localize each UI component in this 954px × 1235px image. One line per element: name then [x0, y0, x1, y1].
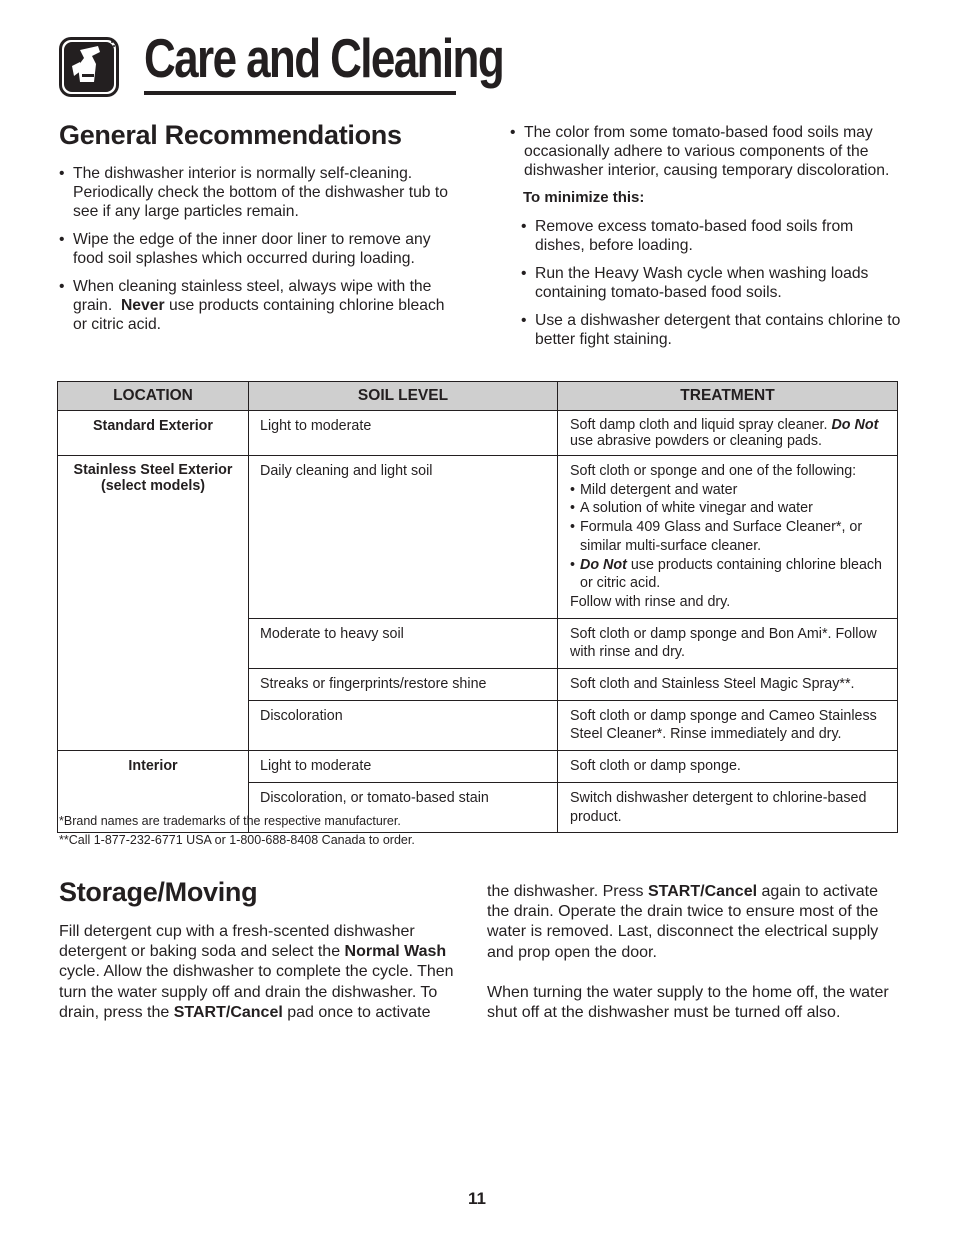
treatment-cell: Soft cloth or damp sponge and Cameo Stainless Steel Cleaner*. Rinse immediately and dry.: [558, 700, 898, 750]
page-number: 11: [468, 1189, 486, 1208]
title-underline: [144, 91, 456, 95]
treatment-header: TREATMENT: [558, 382, 898, 411]
treatment-cell: Soft cloth or damp sponge and Bon Ami*. Follow with rinse and dry.: [558, 618, 898, 668]
storage-paragraph: Fill detergent cup with a fresh-scented dishwasher detergent or baking soda and select the Normal Wash cycle. Allow the dishwasher to complete the cycle. Then turn the water supply off and drain the dishwasher. To drain, press the START/Cancel pad once to activate: [59, 923, 454, 1021]
list-item: • Remove excess tomato-based food soils from dishes, before loading.: [521, 217, 906, 255]
soil-cell: Light to moderate: [249, 751, 558, 783]
general-bullets: [59, 164, 459, 343]
cleaning-spray-icon: [58, 36, 120, 98]
location-cell: Standard Exterior: [58, 411, 249, 456]
location-header: LOCATION: [58, 382, 249, 411]
storage-moving-heading: Storage/Moving: [59, 877, 258, 907]
treatment-cell: Soft cloth or damp sponge.: [558, 751, 898, 783]
footnote-order: **Call 1-877-232-6771 USA or 1-800-688-8408 Canada to order.: [59, 833, 415, 847]
soil-level-header: SOIL LEVEL: [249, 382, 558, 411]
soil-cell: Discoloration: [249, 700, 558, 750]
minimize-bullets: [521, 217, 906, 358]
location-cell: Interior: [58, 751, 249, 833]
cleaning-table: [57, 381, 898, 833]
list-item: • The dishwasher interior is normally self-cleaning. Periodically check the bottom of the dishwasher tub to see if any large particles remain.: [59, 164, 459, 221]
list-item: • Wipe the edge of the inner door liner to remove any food soil splashes which occurred during loading.: [59, 230, 459, 268]
page-title: Care and Cleaning: [144, 27, 504, 89]
soil-cell: Moderate to heavy soil: [249, 618, 558, 668]
soil-cell: Daily cleaning and light soil: [249, 456, 558, 619]
table-row: [58, 751, 898, 783]
table-header-row: [58, 382, 898, 411]
general-recommendations-heading: General Recommendations: [59, 120, 402, 150]
water-supply-paragraph: When turning the water supply to the home off, the water shut off at the dishwasher must be turned off also.: [487, 984, 889, 1022]
soil-cell: Streaks or fingerprints/restore shine: [249, 669, 558, 701]
list-item: • Do Not use products containing chlorine bleach: [570, 556, 885, 575]
treatment-cell: Soft damp cloth and liquid spray cleaner. Do Not use abrasive powders or cleaning pads.: [558, 411, 898, 456]
list-item: • A solution of white vinegar and water: [570, 499, 885, 518]
location-cell: Stainless Steel Exterior (select models): [58, 456, 249, 751]
tomato-note: [510, 123, 910, 189]
footnote-trademarks: *Brand names are trademarks of the respective manufacturer.: [59, 814, 401, 828]
treatment-cell: Soft cloth and Stainless Steel Magic Spray**.: [558, 669, 898, 701]
treatment-cell: Soft cloth or sponge and one of the following: • Mild detergent and water • A solution of white vinegar and water • Formula 409 Glass and Surface Cleaner*, or similar multi-surface cleaner. • Do Not use products containing chlorine bleach or citric acid. Follow with rinse and dry.: [558, 456, 898, 619]
table-row: [58, 411, 898, 456]
list-item: • The color from some tomato-based food soils may occasionally adhere to various components of the dishwasher interior, causing temporary discoloration.: [510, 123, 910, 180]
list-item: • Mild detergent and water: [570, 481, 885, 500]
soil-cell: Light to moderate: [249, 411, 558, 456]
minimize-label: To minimize this:: [523, 189, 645, 206]
list-item: • When cleaning stainless steel, always wipe with the grain. Never use products containing chlorine bleach or citric acid.: [59, 277, 459, 334]
treatment-cell: Switch dishwasher detergent to chlorine-based product.: [558, 782, 898, 832]
soil-cell: Discoloration, or tomato-based stain: [249, 782, 558, 832]
storage-paragraph-continued: the dishwasher. Press START/Cancel again to activate the drain. Operate the drain twice to ensure most of the water is removed. Last, disconnect the electrical supply and prop open the door.: [487, 883, 879, 961]
table-row: [58, 456, 898, 619]
list-item: • Formula 409 Glass and Surface Cleaner*, or: [570, 518, 885, 537]
list-item: • Use a dishwasher detergent that contains chlorine to better fight staining.: [521, 311, 906, 349]
list-item: • Run the Heavy Wash cycle when washing loads containing tomato-based food soils.: [521, 264, 906, 302]
